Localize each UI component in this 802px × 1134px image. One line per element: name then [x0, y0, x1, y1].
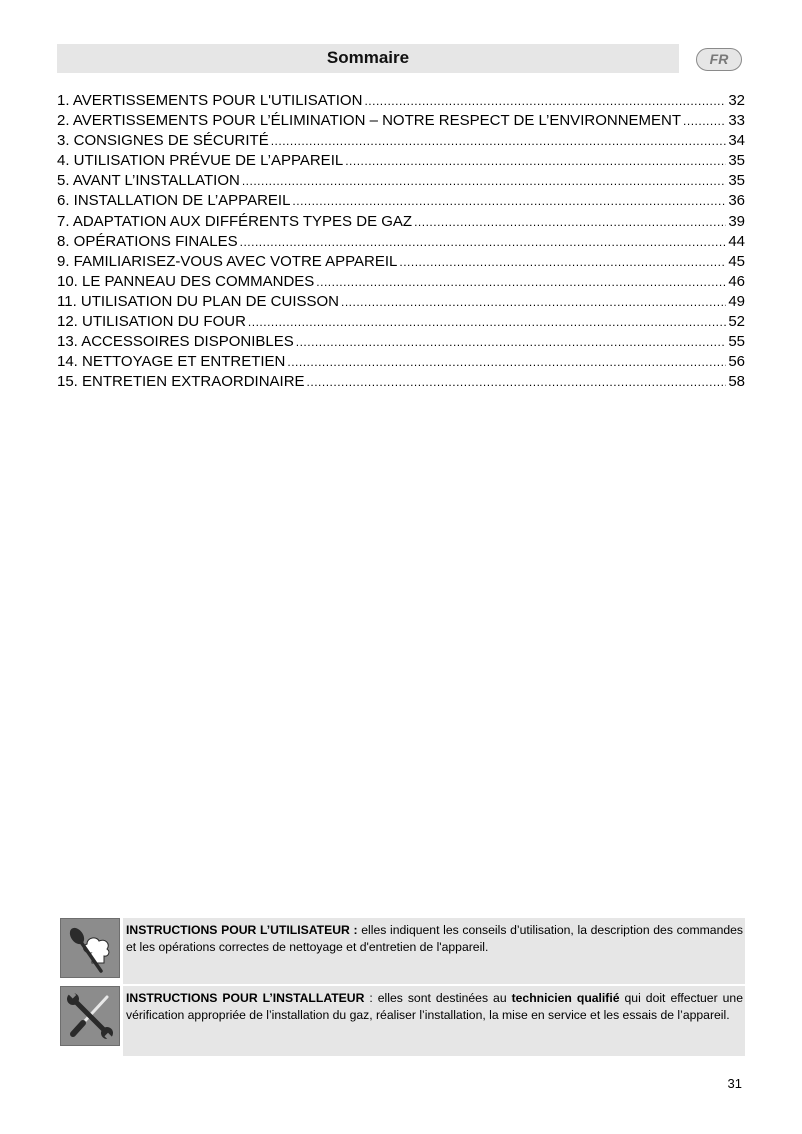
user-instructions-note: [57, 918, 745, 984]
toc-entry[interactable]: [57, 171, 745, 191]
toc-leader-dots: [316, 272, 726, 292]
toc-entry-label: 7. ADAPTATION AUX DIFFÉRENTS TYPES DE GAZ: [57, 212, 413, 230]
toc-leader-dots: [364, 91, 726, 111]
toc-entry[interactable]: [57, 151, 745, 171]
toc-entry-page: 35: [728, 152, 745, 170]
toc-entry[interactable]: [57, 272, 745, 292]
toc-leader-dots: [296, 332, 727, 352]
toc-entry-page: 52: [728, 313, 745, 331]
toc-entry-label: 4. UTILISATION PRÉVUE DE L’APPAREIL: [57, 152, 344, 170]
toc-entry-page: 44: [728, 232, 745, 250]
toc-leader-dots: [292, 191, 726, 211]
language-badge: FR: [696, 48, 742, 71]
toc-entry-page: 33: [728, 112, 745, 130]
toc-leader-dots: [271, 131, 727, 151]
chef-spoon-icon: [60, 918, 120, 978]
toc-entry[interactable]: [57, 292, 745, 312]
toc-entry-page: 36: [728, 192, 745, 210]
page-number: 31: [727, 1076, 742, 1091]
toc-entry-page: 49: [728, 292, 745, 310]
toc-entry[interactable]: [57, 252, 745, 272]
installer-instructions-text: : elles sont destinées au: [364, 991, 512, 1005]
user-instructions-text: elles indiquent les conseils d’utilisation, la description des commandes et les opérations correctes de nettoyage et d'entretien de l'appareil.: [126, 923, 743, 954]
toc-leader-dots: [683, 111, 726, 131]
qualified-technician-emphasis: technicien qualifié: [511, 991, 620, 1005]
installer-instructions-text-end: qui doit effectuer une vérification appropriée de l’installation du gaz, réaliser l’installation, la mise en service et les essais de l’appareil.: [126, 991, 743, 1022]
toc-entry-label: 3. CONSIGNES DE SÉCURITÉ: [57, 132, 269, 150]
user-instructions-heading: INSTRUCTIONS POUR L’UTILISATEUR :: [126, 923, 358, 937]
toc-entry-page: 32: [728, 92, 745, 109]
toc-entry[interactable]: [57, 312, 745, 332]
wrench-screwdriver-icon: [60, 986, 120, 1046]
toc-entry-label: 11. UTILISATION DU PLAN DE CUISSON: [57, 292, 340, 310]
toc-entry-page: 45: [728, 252, 745, 270]
toc-leader-dots: [307, 372, 727, 392]
toc-entry[interactable]: [57, 131, 745, 151]
toc-leader-dots: [341, 292, 726, 312]
toc-leader-dots: [287, 352, 726, 372]
toc-entry-label: 2. AVERTISSEMENTS POUR L’ÉLIMINATION – NOTRE RESPECT DE L’ENVIRONNEMENT: [57, 112, 682, 130]
toc-entry-page: 35: [728, 172, 745, 190]
toc-entry-page: 46: [728, 272, 745, 290]
toc-entry[interactable]: [57, 232, 745, 252]
section-title-bar: [57, 44, 679, 73]
toc-entry-label: 14. NETTOYAGE ET ENTRETIEN: [57, 353, 286, 371]
toc-entry[interactable]: [57, 352, 745, 372]
installer-instructions-heading: INSTRUCTIONS POUR L’INSTALLATEUR: [126, 991, 365, 1005]
toc-entry-label: 9. FAMILIARISEZ-VOUS AVEC VOTRE APPAREIL: [57, 252, 398, 270]
toc-leader-dots: [240, 232, 727, 252]
toc-entry[interactable]: [57, 332, 745, 352]
toc-entry[interactable]: [57, 191, 745, 211]
toc-entry[interactable]: [57, 372, 745, 392]
toc-entry-label: 6. INSTALLATION DE L’APPAREIL: [57, 192, 291, 210]
toc-leader-dots: [414, 212, 726, 232]
toc-entry-label: 13. ACCESSOIRES DISPONIBLES: [57, 333, 294, 351]
toc-entry-label: 12. UTILISATION DU FOUR: [57, 313, 246, 331]
toc-leader-dots: [345, 151, 726, 171]
toc-entry[interactable]: [57, 111, 745, 131]
page-title: Sommaire: [326, 48, 410, 67]
toc-entry[interactable]: [57, 212, 745, 232]
toc-leader-dots: [242, 171, 726, 191]
installer-instructions-note: [57, 986, 745, 1056]
toc-entry-page: 55: [728, 333, 745, 351]
toc-entry-page: 58: [728, 373, 745, 391]
toc-entry-label: 8. OPÉRATIONS FINALES: [57, 232, 238, 250]
toc-entry[interactable]: [57, 91, 745, 111]
toc-entry-page: 56: [728, 353, 745, 371]
toc-entry-page: 39: [728, 212, 745, 230]
toc-entry-label: 15. ENTRETIEN EXTRAORDINAIRE: [57, 373, 305, 391]
toc-entry-page: 34: [728, 132, 745, 150]
toc-entry-label: 5. AVANT L’INSTALLATION: [57, 172, 240, 190]
toc-leader-dots: [399, 252, 726, 272]
toc-leader-dots: [248, 312, 726, 332]
table-of-contents: [57, 91, 745, 392]
toc-entry-label: 1. AVERTISSEMENTS POUR L'UTILISATION: [57, 92, 363, 109]
toc-entry-label: 10. LE PANNEAU DES COMMANDES: [57, 272, 315, 290]
